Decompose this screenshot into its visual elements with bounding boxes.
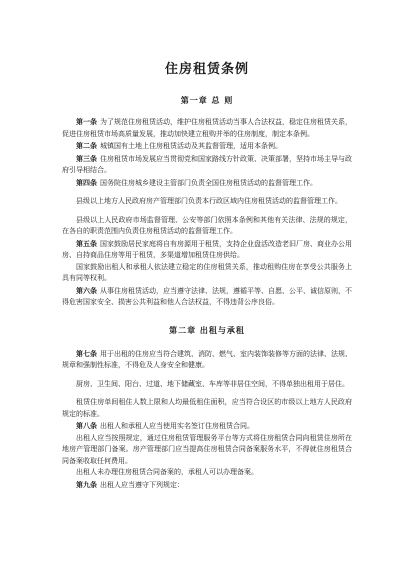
paragraph-text: 租赁住房单间租住人数上限和人均最低租住面积，应当符合设区的市级以上地方人民政府规定的标准。 <box>62 398 352 418</box>
paragraph <box>62 379 352 391</box>
paragraph-text: 从事住房租赁活动，应当遵守法律、法规，遵循平等、自愿、公平、诚信原则，不得危害国家安全、损害公共利益和他人合法权益，不得违背公序良俗。 <box>62 286 352 306</box>
article-paragraph <box>62 238 352 262</box>
article-paragraph <box>62 140 352 153</box>
paragraph-text: 国家鼓励居民家庭将自有房源用于租赁，支持企业盘活改造老旧厂房、商业办公用房、自持商品住房等用于租赁，多渠道增加租赁住房供给。 <box>62 239 352 259</box>
article-number: 第九条 <box>76 479 97 489</box>
paragraph-text: 国家鼓励出租人和承租人依法建立稳定的住房租赁关系，推动租购住房在享受公共服务上具有同等权利。 <box>62 262 352 282</box>
chapter-heading: 第二章 出租与承租 <box>169 324 245 335</box>
paragraph-text: 出租人应当遵守下列规定： <box>100 480 184 489</box>
article-number: 第一条 <box>76 117 97 126</box>
paragraph-text: 国务院住房城乡建设主管部门负责全国住房租赁活动的监督管理工作。 <box>100 178 317 187</box>
paragraph <box>62 467 352 479</box>
article-number: 第四条 <box>76 177 97 187</box>
paragraph-text: 用于出租的住房应当符合建筑、消防、燃气、室内装饰装修等方面的法律、法规、规章和强制性标准，不得危及人身安全和健康。 <box>62 349 352 369</box>
paragraph-text: 县级以上地方人民政府房产管理部门负责本行政区域内住房租赁活动的监督管理工作。 <box>76 197 342 205</box>
paragraph-text: 城镇国有土地上住房租赁活动及其监督管理，适用本条例。 <box>100 142 282 150</box>
article-paragraph <box>62 348 352 372</box>
paragraph <box>62 215 352 238</box>
paragraph-text: 县级以上人民政府市场监督管理、公安等部门依照本条例和其他有关法律、法规的规定，在各自的职责范围内负责住房租赁活动的监督管理工作。 <box>62 215 352 235</box>
paragraph <box>62 433 352 468</box>
article-paragraph <box>62 153 352 177</box>
article-paragraph <box>62 479 352 492</box>
paragraph-text: 住房租赁市场发展应当贯彻党和国家路线方针政策、决策部署，坚持市场主导与政府引导相结合。 <box>62 154 352 174</box>
article-paragraph <box>62 177 352 190</box>
paragraph <box>62 196 352 208</box>
article-number: 第八条 <box>76 421 97 430</box>
article-paragraph <box>62 420 352 433</box>
chapter-heading: 第一章 总 则 <box>180 95 234 105</box>
article-number: 第七条 <box>76 348 97 358</box>
paragraph-text: 出租人和承租人应当使用实名签订住房租赁合同。 <box>100 422 254 430</box>
article-number: 第五条 <box>76 238 97 248</box>
paragraph-text: 厨房、卫生间、阳台、过道、地下储藏室、车库等非居住空间，不得单独出租用于居住。 <box>76 379 349 388</box>
article-number: 第六条 <box>76 285 97 295</box>
chapter-body <box>62 348 352 492</box>
article-number: 第三条 <box>76 153 97 163</box>
paragraph-text: 出租人未办理住房租赁合同备案的，承租人可以办理备案。 <box>76 468 258 476</box>
document-title: 住房租赁条例 <box>164 62 249 77</box>
paragraph <box>62 262 352 285</box>
paragraph-text: 出租人应当按照规定，通过住房租赁管理服务平台等方式将住房租赁合同向租赁住房所在地房产管理部门备案。房产管理部门应当提高住房租赁合同备案服务水平，不得就住房租赁合同备案收取任何费用。 <box>62 433 352 465</box>
article-number: 第二条 <box>76 141 97 150</box>
article-paragraph <box>62 116 352 140</box>
paragraph <box>62 397 352 420</box>
chapter-body <box>62 116 352 309</box>
paragraph-text: 为了规范住房租赁活动，维护住房租赁活动当事人合法权益，稳定住房租赁关系，促进住房租赁市场高质量发展，推动加快建立租购并举的住房制度，制定本条例。 <box>62 118 352 138</box>
article-paragraph <box>62 285 352 309</box>
